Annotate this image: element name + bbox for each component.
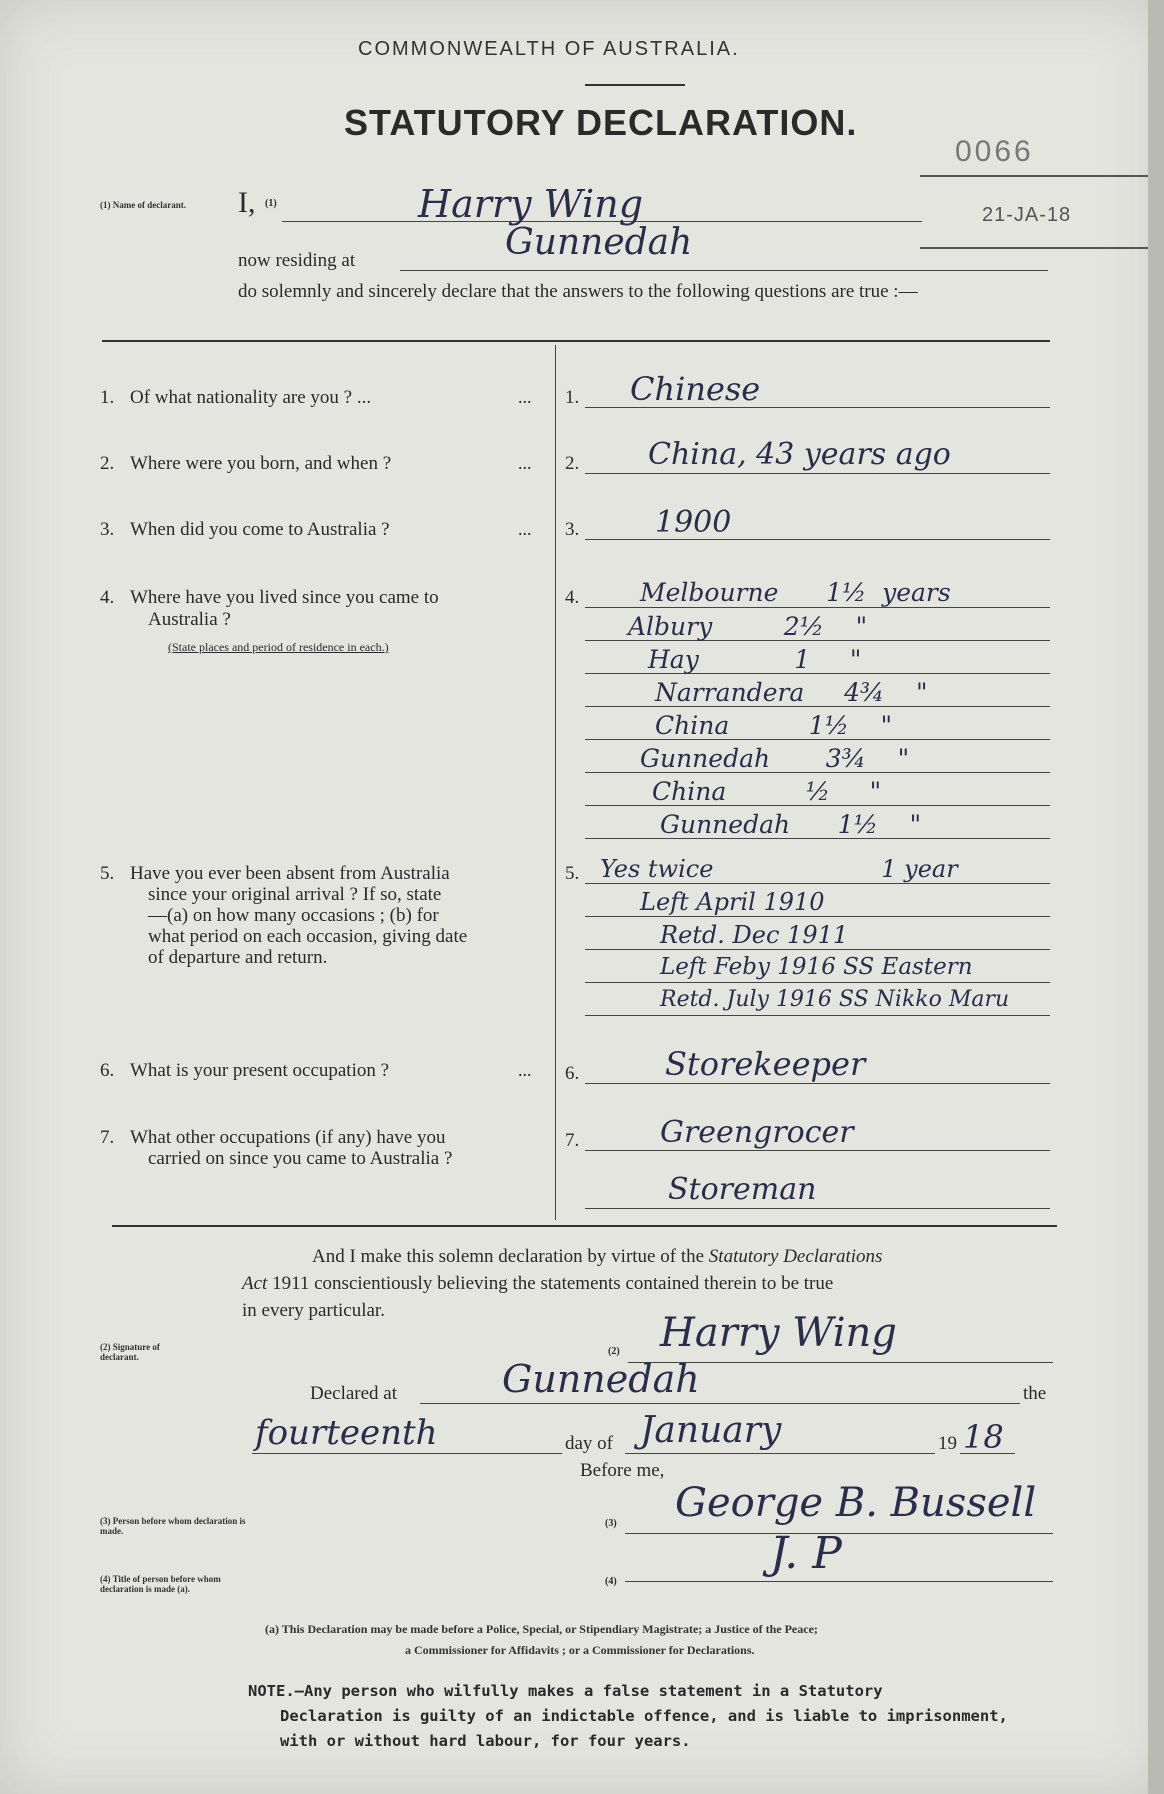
q7-text-line2: carried on since you came to Australia ? <box>148 1148 453 1169</box>
q2-number: 2. <box>100 453 115 474</box>
q4-text-line1: Where have you lived since you came to <box>130 587 439 608</box>
footnote-a-line1: (a) This Declaration may be made before a Police, Special, or Stipendiary Magistrate; a Justice of the Peace; <box>265 1622 818 1636</box>
declared-at-label: Declared at <box>310 1383 398 1404</box>
i-label: I, <box>238 186 256 219</box>
q6-number: 6. <box>100 1060 115 1081</box>
declarant-name: Harry Wing <box>418 182 644 226</box>
a7-answer-1: Greengrocer <box>660 1115 854 1150</box>
bottom-rule <box>112 1225 1057 1227</box>
a4-answer-3: Hay 1 " <box>648 645 862 674</box>
note-line3: with or without hard labour, for four years. <box>280 1732 691 1750</box>
commonwealth-heading: COMMONWEALTH OF AUSTRALIA. <box>358 38 740 60</box>
declaration-text-1: And I make this solemn declaration by virtue of the <box>312 1246 705 1267</box>
a5-answer-3: Retd. Dec 1911 <box>660 921 849 949</box>
q4-number: 4. <box>100 587 115 608</box>
note-line2: Declaration is guilty of an indictable offence, and is liable to imprisonment, <box>280 1707 1008 1725</box>
q3-number: 3. <box>100 519 115 540</box>
residence-line <box>400 270 1048 271</box>
declared-at-place: Gunnedah <box>502 1357 700 1401</box>
a7-number: 7. <box>565 1130 580 1151</box>
q6-dots: ... <box>518 1060 532 1080</box>
day-value: fourteenth <box>255 1413 438 1453</box>
declaration-text-3: in every particular. <box>242 1300 385 1321</box>
form-title: STATUTORY DECLARATION. <box>344 102 858 143</box>
a5-answer-5: Retd. July 1916 SS Nikko Maru <box>660 987 1010 1012</box>
day-line <box>252 1453 562 1454</box>
a4-number: 4. <box>565 587 580 608</box>
ref-2: (2) <box>608 1346 620 1357</box>
q2-dots: ... <box>518 453 532 473</box>
a5-answer-1: Yes twice 1 year <box>600 855 958 883</box>
a5-line-1 <box>585 883 1050 884</box>
a6-answer: Storekeeper <box>665 1045 866 1083</box>
act-name: Statutory Declarations <box>708 1246 883 1267</box>
q5-text-line2: since your original arrival ? If so, state <box>148 884 442 905</box>
a7-line-1 <box>585 1150 1050 1151</box>
stamp-number: 0066 <box>955 135 1034 168</box>
ref-3: (3) <box>605 1518 617 1529</box>
signature-margin-label: (2) Signature of declarant. <box>100 1342 160 1362</box>
q3-text: When did you come to Australia ? <box>130 519 390 540</box>
declarant-margin-label: (1) Name of declarant. <box>100 200 186 210</box>
column-divider <box>555 345 556 1220</box>
a5-line-4 <box>585 982 1050 983</box>
ref-4: (4) <box>605 1576 617 1587</box>
month-line <box>625 1453 935 1454</box>
the-label: the <box>1023 1383 1047 1404</box>
q5-text-line1: Have you ever been absent from Australia <box>130 863 450 884</box>
a4-answer-7: China ½ " <box>652 777 882 806</box>
title-line <box>625 1581 1053 1582</box>
declared-at-line <box>420 1403 1020 1404</box>
a6-number: 6. <box>565 1063 580 1084</box>
ref-1: (1) <box>265 198 277 209</box>
a4-answer-8: Gunnedah 1½ " <box>660 810 922 839</box>
a5-answer-4: Left Feby 1916 SS Eastern <box>660 954 973 980</box>
a4-answer-4: Narrandera 4¾ " <box>655 678 928 707</box>
q5-text-line5: of departure and return. <box>148 947 328 968</box>
stamp-date: 21-JA-18 <box>982 204 1072 226</box>
q1-number: 1. <box>100 387 115 408</box>
a5-number: 5. <box>565 863 580 884</box>
a4-answer-5: China 1½ " <box>655 711 893 740</box>
q4-text-line2: Australia ? <box>148 609 231 630</box>
page-edge <box>1148 0 1164 1794</box>
a3-number: 3. <box>565 519 580 540</box>
q5-text-line3: —(a) on how many occasions ; (b) for <box>148 905 439 926</box>
q4-note: (State places and period of residence in each.) <box>168 640 389 654</box>
q1-text: Of what nationality are you ? ... <box>130 387 372 408</box>
q2-text: Where were you born, and when ? <box>130 453 392 474</box>
a1-answer: Chinese <box>630 370 761 408</box>
a2-line <box>585 473 1050 474</box>
a4-answer-1: Melbourne 1½ years <box>640 578 951 607</box>
a5-answer-2: Left April 1910 <box>640 888 825 916</box>
heading-rule <box>585 84 685 86</box>
residing-label: now residing at <box>238 250 356 271</box>
a3-answer: 1900 <box>655 505 732 540</box>
q7-text-line1: What other occupations (if any) have you <box>130 1127 446 1148</box>
declaration-text-2: 1911 conscientiously believing the statements contained therein to be true <box>272 1273 834 1294</box>
a6-line <box>585 1083 1050 1084</box>
day-of-label: day of <box>565 1433 614 1454</box>
q7-number: 7. <box>100 1127 115 1148</box>
a5-line-5 <box>585 1015 1050 1016</box>
act-word: Act <box>242 1273 268 1294</box>
top-rule <box>102 340 1050 342</box>
a4-line-1 <box>585 607 1050 608</box>
before-me-label: Before me, <box>580 1460 665 1481</box>
a5-line-2 <box>585 916 1050 917</box>
month-value: January <box>640 1410 782 1451</box>
person-margin-label: (3) Person before whom declaration is made. <box>100 1516 246 1536</box>
witness-signature: George B. Bussell <box>675 1480 1037 1526</box>
a5-line-3 <box>585 949 1050 950</box>
declaration-paragraph <box>242 1243 1057 1324</box>
declarant-signature: Harry Wing <box>660 1310 897 1356</box>
note-line1: NOTE.—Any person who wilfully makes a false statement in a Statutory <box>248 1682 883 1700</box>
q5-number: 5. <box>100 863 115 884</box>
year-suffix: 18 <box>963 1418 1004 1456</box>
q3-dots: ... <box>518 519 532 539</box>
residence: Gunnedah <box>505 222 693 263</box>
a2-number: 2. <box>565 453 580 474</box>
q6-text: What is your present occupation ? <box>130 1060 390 1081</box>
a2-answer: China, 43 years ago <box>648 437 951 472</box>
a7-answer-2: Storeman <box>668 1172 817 1207</box>
witness-title: J. P <box>770 1528 842 1579</box>
year-prefix: 19 <box>938 1433 957 1454</box>
footnote-a-line2: a Commissioner for Affidavits ; or a Commissioner for Declarations. <box>405 1643 755 1657</box>
a7-line-2 <box>585 1208 1050 1209</box>
a4-answer-6: Gunnedah 3¾ " <box>640 744 910 773</box>
declare-text: do solemnly and sincerely declare that the answers to the following questions are true :— <box>238 281 918 302</box>
title-margin-label: (4) Title of person before whom declaration is made (a). <box>100 1574 221 1594</box>
q1-dots: ... <box>518 387 532 407</box>
a1-number: 1. <box>565 387 580 408</box>
a4-answer-2: Albury 2½ " <box>628 612 868 641</box>
q5-text-line4: what period on each occasion, giving date <box>148 926 468 947</box>
